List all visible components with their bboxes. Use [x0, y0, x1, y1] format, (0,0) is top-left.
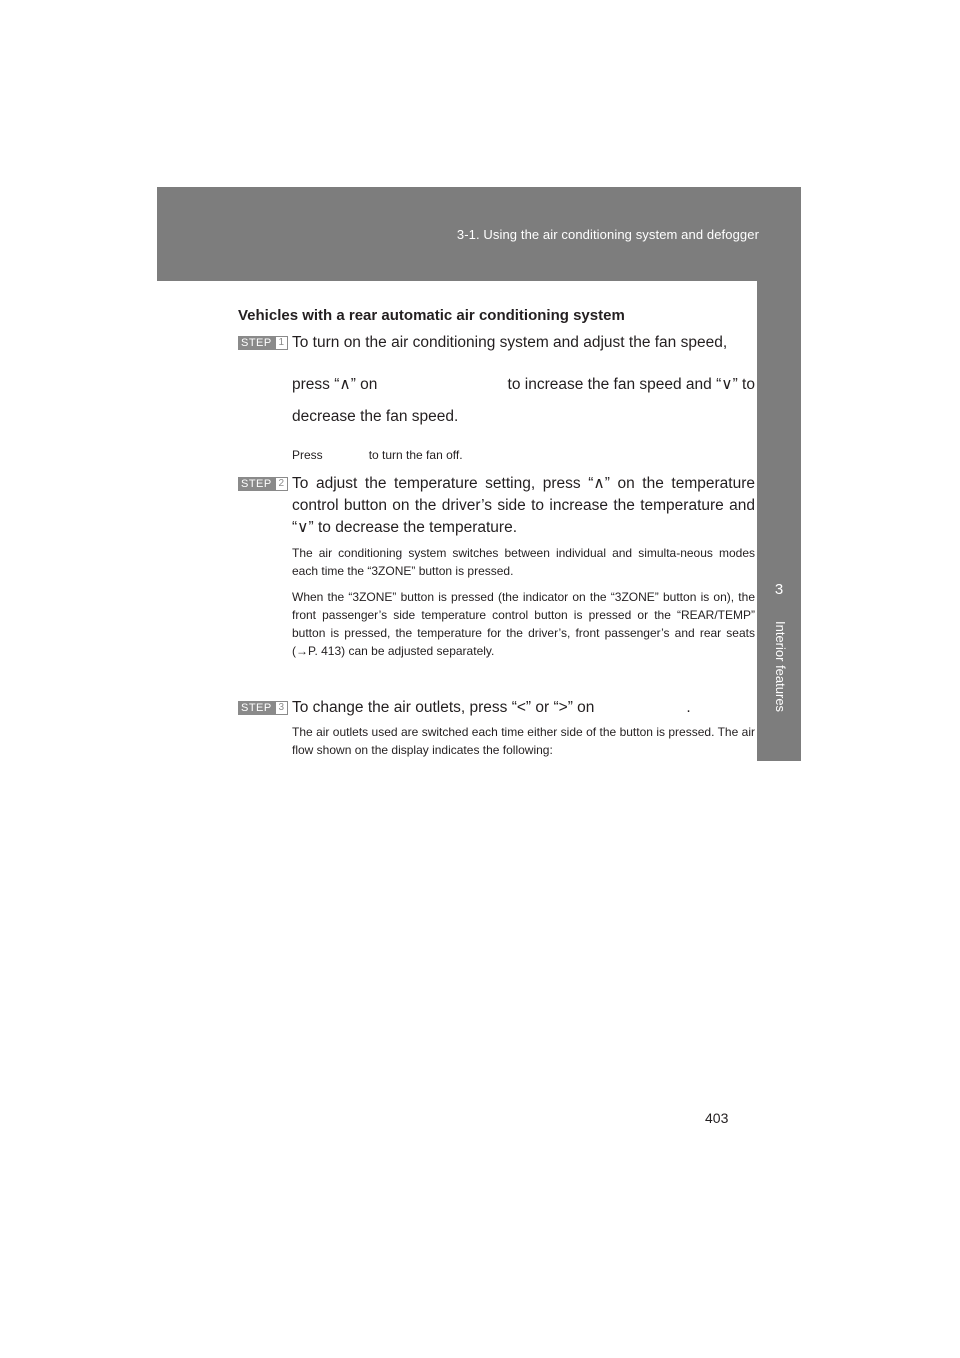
step-1-line-2a: press “∧” on — [292, 376, 378, 393]
step-3-badge — [238, 701, 288, 715]
chapter-label: Interior features — [773, 621, 788, 713]
step-1-note-a: Press — [292, 448, 323, 462]
chapter-side-tab — [757, 281, 801, 761]
step-badge-label: STEP — [241, 702, 272, 714]
step-1-line-2b: to increase the fan speed and “∨” to — [507, 376, 755, 393]
step-badge-number: 2 — [275, 477, 288, 491]
step-2-note-1: The air conditioning system switches between individual and simulta-neous modes each time the “3ZONE” button is pressed. — [292, 546, 755, 578]
step-badge-label: STEP — [241, 337, 272, 349]
step-3-text — [292, 697, 755, 719]
page-number: 403 — [705, 1110, 729, 1126]
step-1-badge — [238, 336, 288, 350]
section-title: 3-1. Using the air conditioning system and defogger — [456, 227, 759, 242]
step-2-note-2: When the “3ZONE” button is pressed (the indicator on the “3ZONE” button is on), the front passenger’s side temperature control button is pressed or the “REAR/TEMP” button is pressed, the temperature for the driver’s, front passenger’s and rear seats (→P. 413) can be adjusted separately. — [292, 590, 755, 658]
step-3-text-b: . — [686, 699, 691, 716]
step-1-line-1: To turn on the air conditioning system and adjust the fan speed, — [292, 334, 728, 351]
step-1-note — [292, 446, 755, 464]
chapter-number: 3 — [774, 581, 784, 598]
chapter-header-band — [157, 187, 801, 281]
step-badge-label: STEP — [241, 478, 272, 490]
step-1-text — [292, 332, 755, 428]
step-badge-number: 1 — [275, 336, 288, 350]
step-2-text: To adjust the temperature setting, press “∧” on the temperature control button on the driver’s side to increase the temperature and “∨” to decrease the temperature. — [292, 475, 755, 536]
step-1-line-2 — [292, 364, 755, 406]
section-heading: Vehicles with a rear automatic air conditioning system — [238, 307, 625, 324]
step-badge-number: 3 — [275, 701, 288, 715]
step-3-note: The air outlets used are switched each time either side of the button is pressed. The air flow shown on the display indicates the following: — [292, 725, 755, 757]
step-3-text-a: To change the air outlets, press “<” or “>” on — [292, 699, 595, 716]
step-1-line-3: decrease the fan speed. — [292, 408, 459, 425]
step-1-note-b: to turn the fan off. — [368, 448, 463, 462]
step-2-badge — [238, 477, 288, 491]
